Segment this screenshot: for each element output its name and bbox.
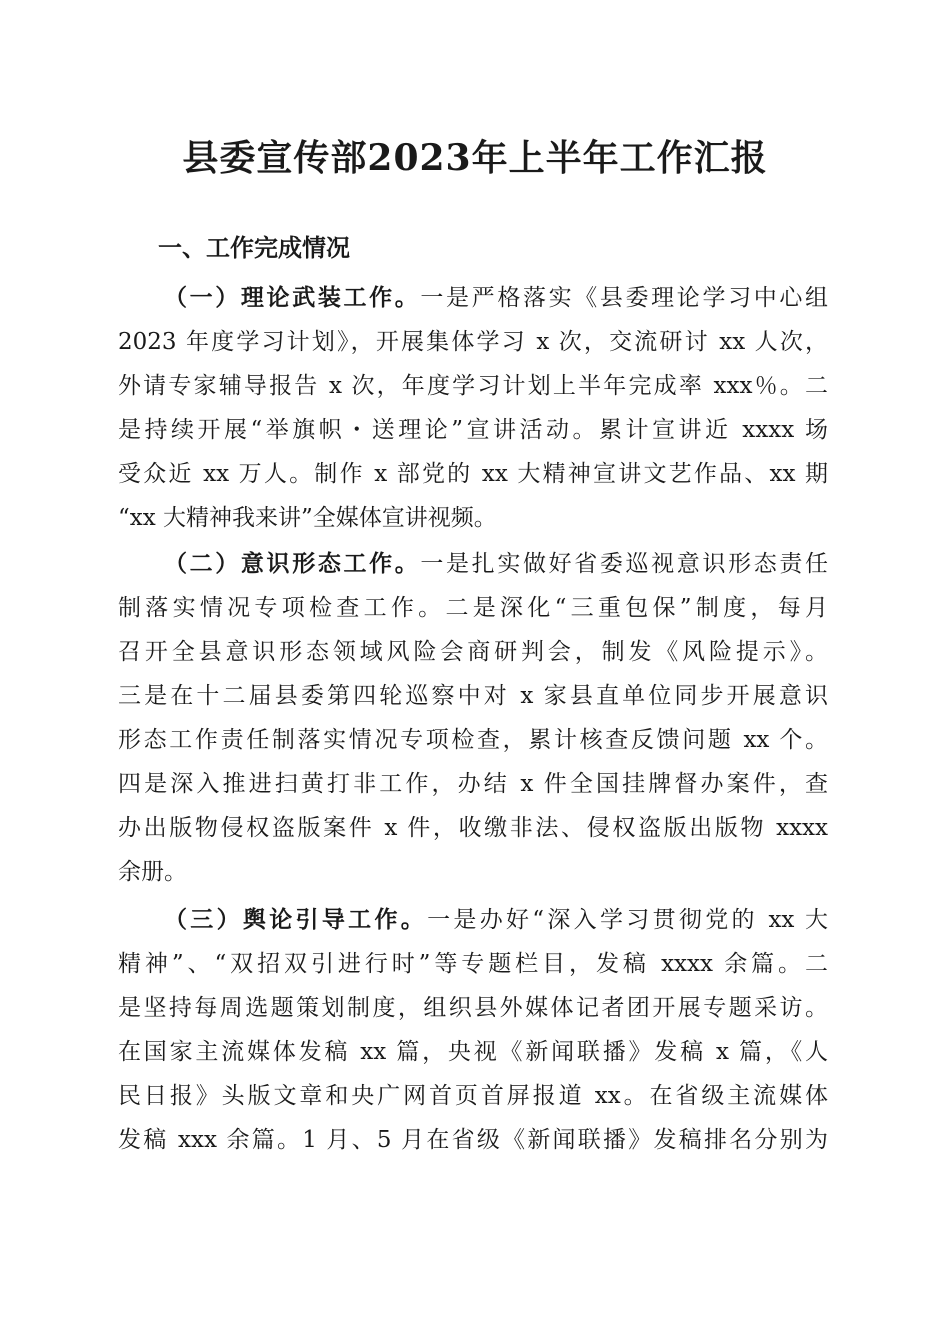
paragraph-3-line-6: 发稿 xxx 余篇。1 月、5 月在省级《新闻联播》发稿排名分别为 — [118, 1127, 828, 1153]
paragraph-2-line-4: 三是在十二届县委第四轮巡察中对 x 家县直单位同步开展意识 — [118, 683, 828, 709]
paragraph-3-line-3: 是坚持每周选题策划制度，组织县外媒体记者团开展专题采访。 — [118, 995, 828, 1021]
paragraph-1-heading: （一）理论武装工作。 — [164, 284, 421, 311]
paragraph-2-line-1-text: 一是扎实做好省委巡视意识形态责任 — [420, 551, 829, 577]
paragraph-1-line-5: 受众近 xx 万人。制作 x 部党的 xx 大精神宣讲文艺作品、xx 期 — [118, 461, 828, 487]
paragraph-2-line-8: 余册。 — [118, 859, 187, 885]
paragraph-2-line-2: 制落实情况专项检查工作。二是深化“三重包保”制度，每月 — [118, 595, 828, 621]
paragraph-1-line-1 — [164, 276, 828, 320]
paragraph-1-line-3: 外请专家辅导报告 x 次，年度学习计划上半年完成率 xxx％。二 — [118, 373, 828, 399]
paragraph-3-line-1 — [164, 898, 828, 942]
paragraph-3-line-4: 在国家主流媒体发稿 xx 篇，央视《新闻联播》发稿 x 篇，《人 — [118, 1039, 828, 1065]
paragraph-2-line-5: 形态工作责任制落实情况专项检查，累计核查反馈问题 xx 个。 — [118, 727, 828, 753]
paragraph-2-line-6: 四是深入推进扫黄打非工作，办结 x 件全国挂牌督办案件，查 — [118, 771, 828, 797]
paragraph-1-line-1-text: 一是严格落实《县委理论学习中心组 — [420, 285, 829, 311]
paragraph-1-line-2: 2023 年度学习计划》，开展集体学习 x 次，交流研讨 xx 人次， — [118, 329, 828, 355]
paragraph-3-line-2: 精神”、“双招双引进行时”等专题栏目，发稿 xxxx 余篇。二 — [118, 951, 828, 977]
paragraph-2-line-7: 办出版物侵权盗版案件 x 件，收缴非法、侵权盗版出版物 xxxx — [118, 815, 828, 841]
paragraph-2-heading: （二）意识形态工作。 — [164, 550, 421, 577]
paragraph-3-heading: （三）舆论引导工作。 — [164, 906, 428, 933]
paragraph-1-line-4: 是持续开展“举旗帜・送理论”宣讲活动。累计宣讲近 xxxx 场 — [118, 417, 828, 443]
section-heading-1: 一、工作完成情况 — [158, 234, 350, 262]
paragraph-2-line-1 — [164, 542, 828, 586]
paragraph-2-line-3: 召开全县意识形态领域风险会商研判会，制发《风险提示》。 — [118, 639, 828, 665]
paragraph-1-line-6: “xx 大精神我来讲”全媒体宣讲视频。 — [118, 505, 497, 531]
paragraph-3-line-5: 民日报》头版文章和央广网首页首屏报道 xx。在省级主流媒体 — [118, 1083, 828, 1109]
paragraph-3-line-1-text: 一是办好“深入学习贯彻党的 xx 大 — [427, 907, 829, 933]
document-title: 县委宣传部2023年上半年工作汇报 — [182, 137, 768, 179]
